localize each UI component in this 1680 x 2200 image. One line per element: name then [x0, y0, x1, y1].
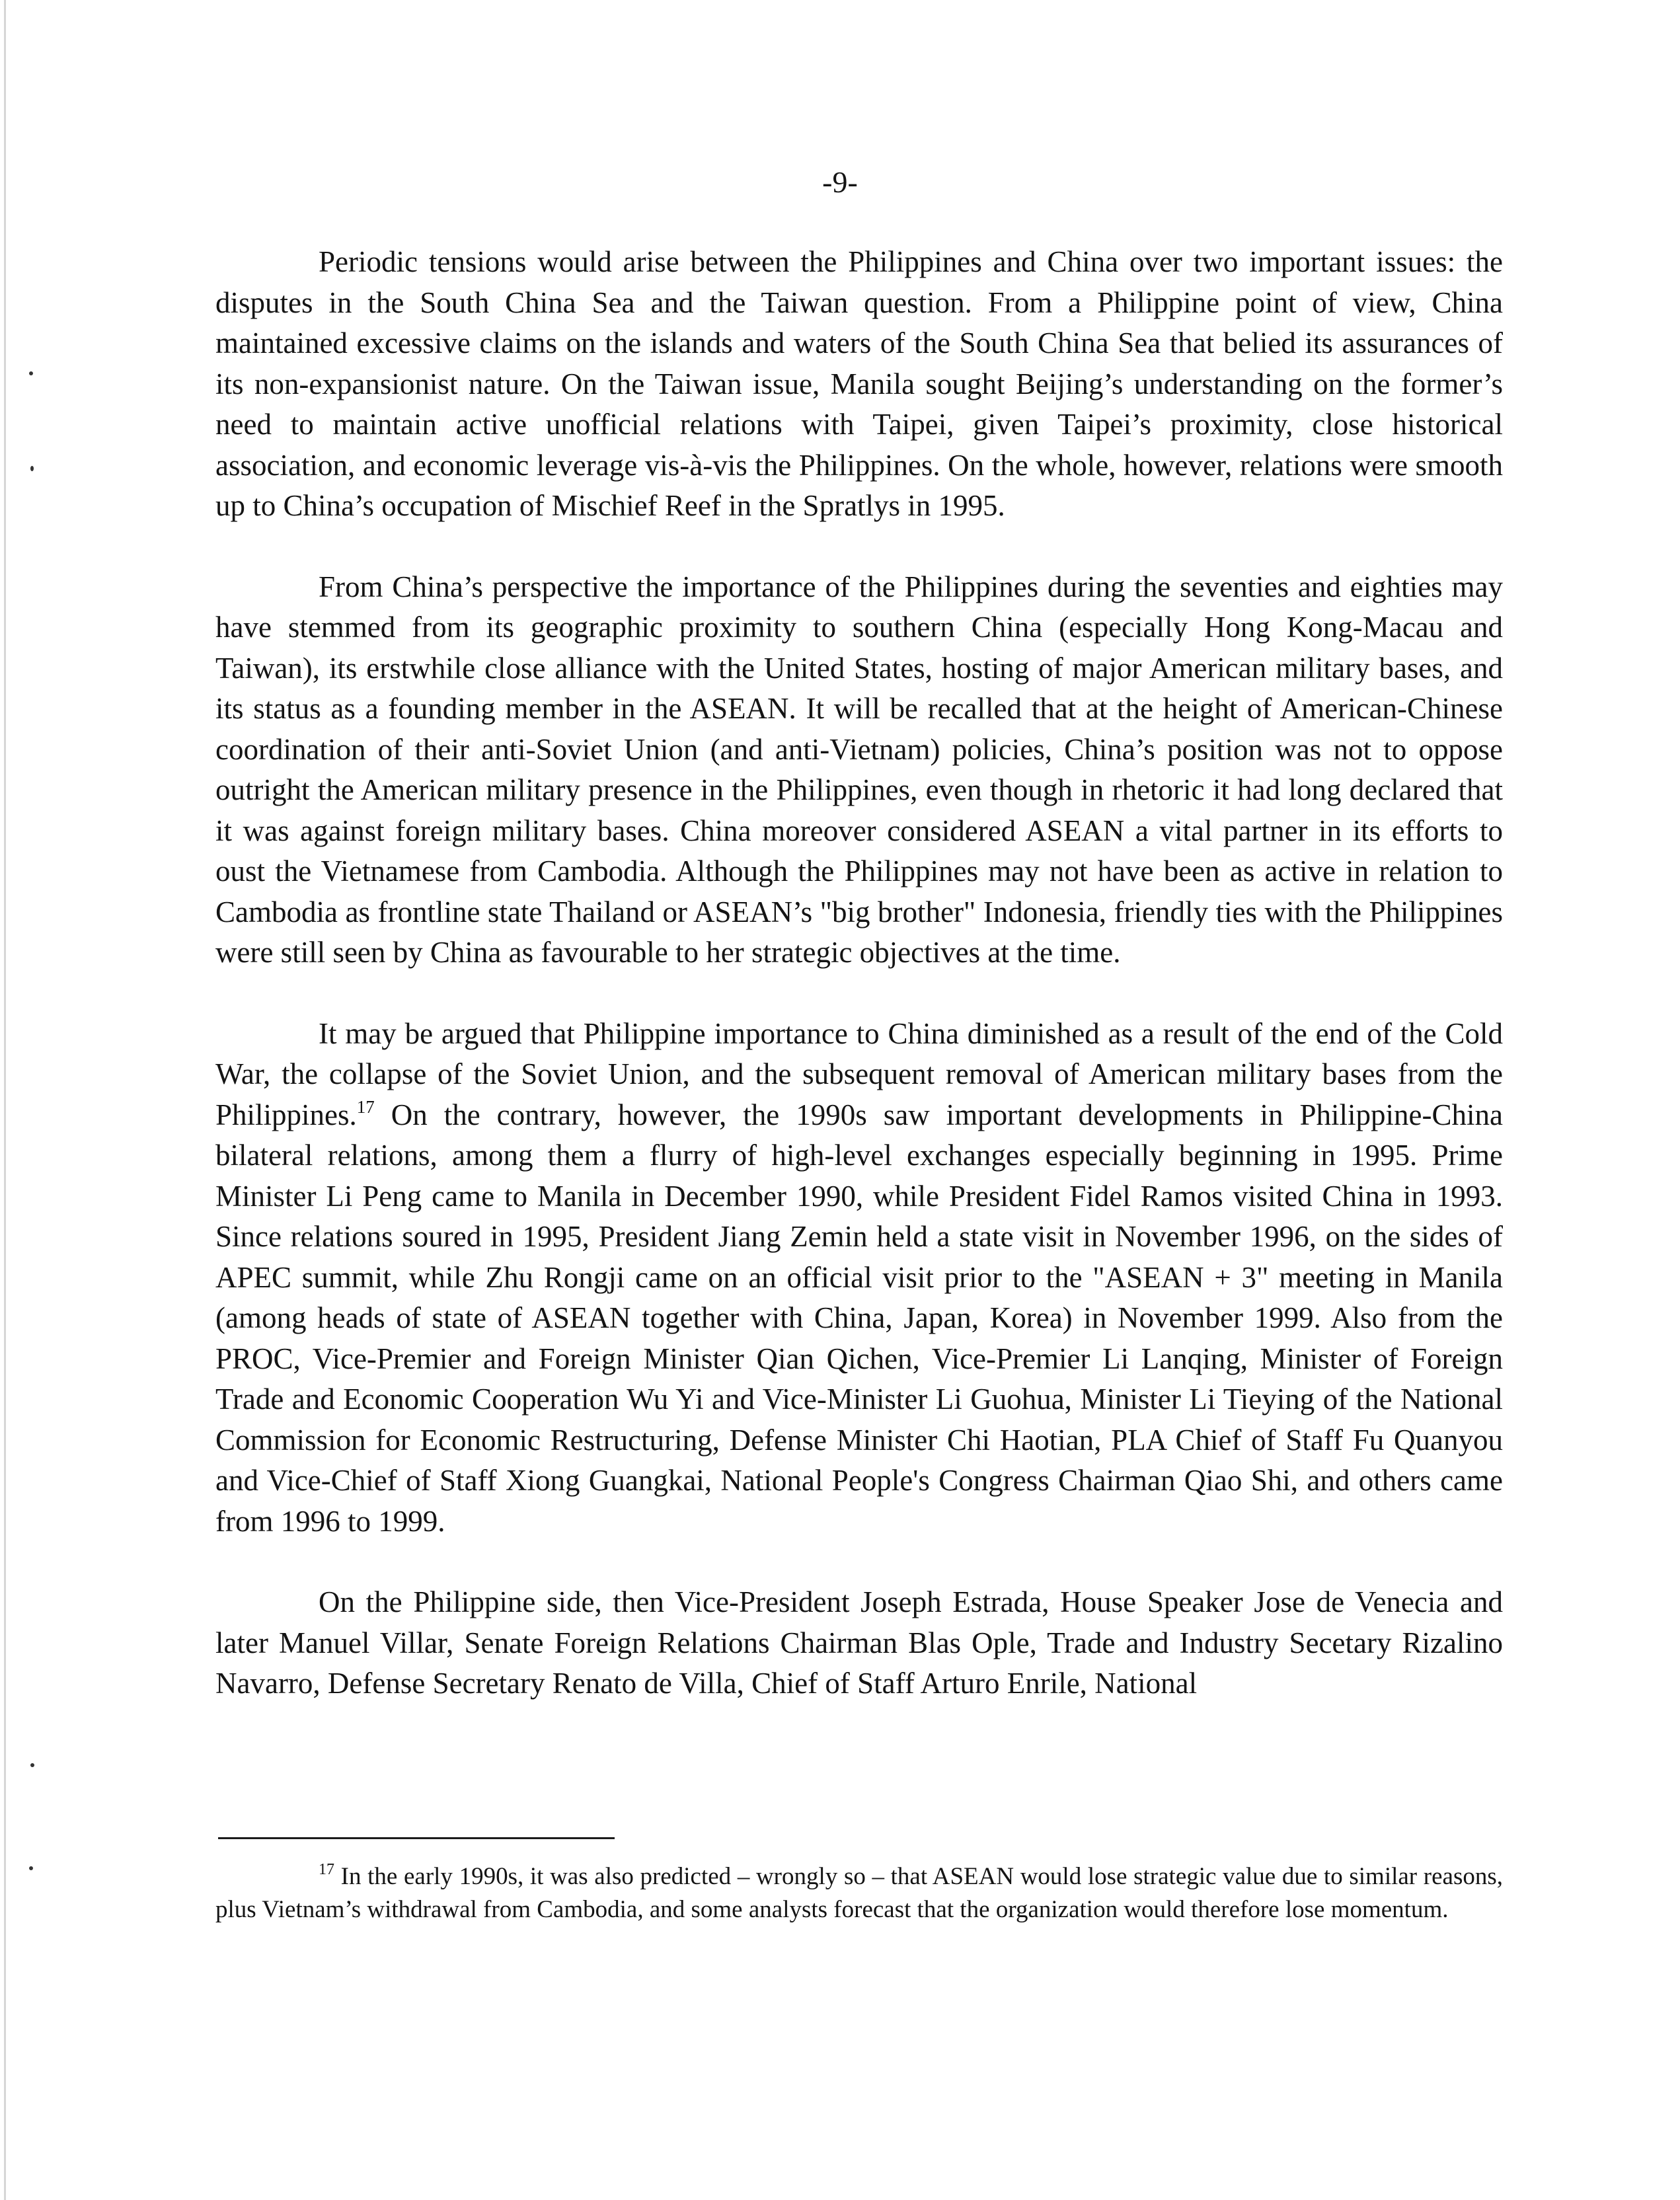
paragraph-philippine-side: On the Philippine side, then Vice-President Joseph Estrada, House Speaker Jose de Venecia and later Manuel Villar, Senate Foreign Relations Chairman Blas Ople, Trade and Industry Secetary Rizalino Navarro, Defense Secretary Renato de Villa, Chief of Staff Arturo Enrile, National — [215, 1585, 1503, 1700]
document-body — [215, 242, 1503, 1745]
paragraph-china-perspective: From China’s perspective the importance of the Philippines during the seventies and eighties may have stemmed from its geographic proximity to southern China (especially Hong Kong-Macau and Taiwan), its erstwhile close alliance with the United States, hosting of major American military bases, and its status as a founding member in the ASEAN. It will be recalled that at the height of American-Chinese coordination of their anti-Soviet Union (and anti-Vietnam) policies, China’s position was not to oppose outright the American military presence in the Philippines, even though in rhetoric it had long declared that it was against foreign military bases. China moreover considered ASEAN a vital partner in its efforts to oust the Vietnamese from Cambodia. Although the Philippines may not have been as active in relation to Cambodia as frontline state Thailand or ASEAN’s "big brother" Indonesia, friendly ties with the Philippines were still seen by China as favourable to her strategic objectives at the time. — [215, 570, 1503, 969]
scan-speck — [30, 1763, 34, 1767]
footnote — [215, 1860, 1503, 1926]
scan-speck — [29, 1866, 33, 1870]
page-number: -9- — [822, 165, 858, 199]
footnote-text: In the early 1990s, it was also predicted – wrongly so – that ASEAN would lose strategic value due to similar reasons, plus Vietnam’s withdrawal from Cambodia, and some analysts forecast that the organization would therefore lose momentum. — [215, 1863, 1503, 1923]
scan-speck — [30, 466, 34, 471]
footnote-reference[interactable]: 17 — [356, 1096, 375, 1117]
footnote-separator — [218, 1837, 615, 1839]
paragraph-text-after-note: On the contrary, however, the 1990s saw important developments in Philippine-China bilateral relations, among them a flurry of high-level exchanges especially beginning in 1995. Prime Minister Li Peng came to Manila in December 1990, while President Fidel Ramos visited China in 1993. Since relations soured in 1995, President Jiang Zemin held a state visit in November 1996, on the sides of APEC summit, while Zhu Rongji came on an official visit prior to the "ASEAN + 3" meeting in Manila (among heads of state of ASEAN together with China, Japan, Korea) in November 1999. Also from the PROC, Vice-Premier and Foreign Minister Qian Qichen, Vice-Premier Li Lanqing, Minister of Foreign Trade and Economic Cooperation Wu Yi and Vice-Minister Li Guohua, Minister Li Tieying of the National Commission for Economic Restructuring, Defense Minister Chi Haotian, PLA Chief of Staff Fu Quanyou and Vice-Chief of Staff Xiong Guangkai, National People's Congress Chairman Qiao Shi, and others came from 1996 to 1999. — [215, 1098, 1503, 1538]
paragraph-cold-war-exchanges — [215, 1014, 1503, 1542]
footnote-number: 17 — [319, 1861, 334, 1878]
scan-speck — [29, 371, 33, 375]
paragraph-text-before-note: It may be argued that Philippine importance to China diminished as a result of the end of the Cold War, the collapse of the Soviet Union, and the subsequent removal of American military bases from the Philippines. — [215, 1016, 1503, 1131]
paragraph-taiwan-south-china-sea: Periodic tensions would arise between the Philippines and China over two important issues: the disputes in the South China Sea and the Taiwan question. From a Philippine point of view, China maintained excessive claims on the islands and waters of the South China Sea that belied its assurances of its non-expansionist nature. On the Taiwan issue, Manila sought Beijing’s understanding on the former’s need to maintain active unofficial relations with Taipei, given Taipei’s proximity, close historical association, and economic leverage vis-à-vis the Philippines. On the whole, however, relations were smooth up to China’s occupation of Mischief Reef in the Spratlys in 1995. — [215, 245, 1503, 522]
scan-edge-line — [4, 0, 6, 2200]
